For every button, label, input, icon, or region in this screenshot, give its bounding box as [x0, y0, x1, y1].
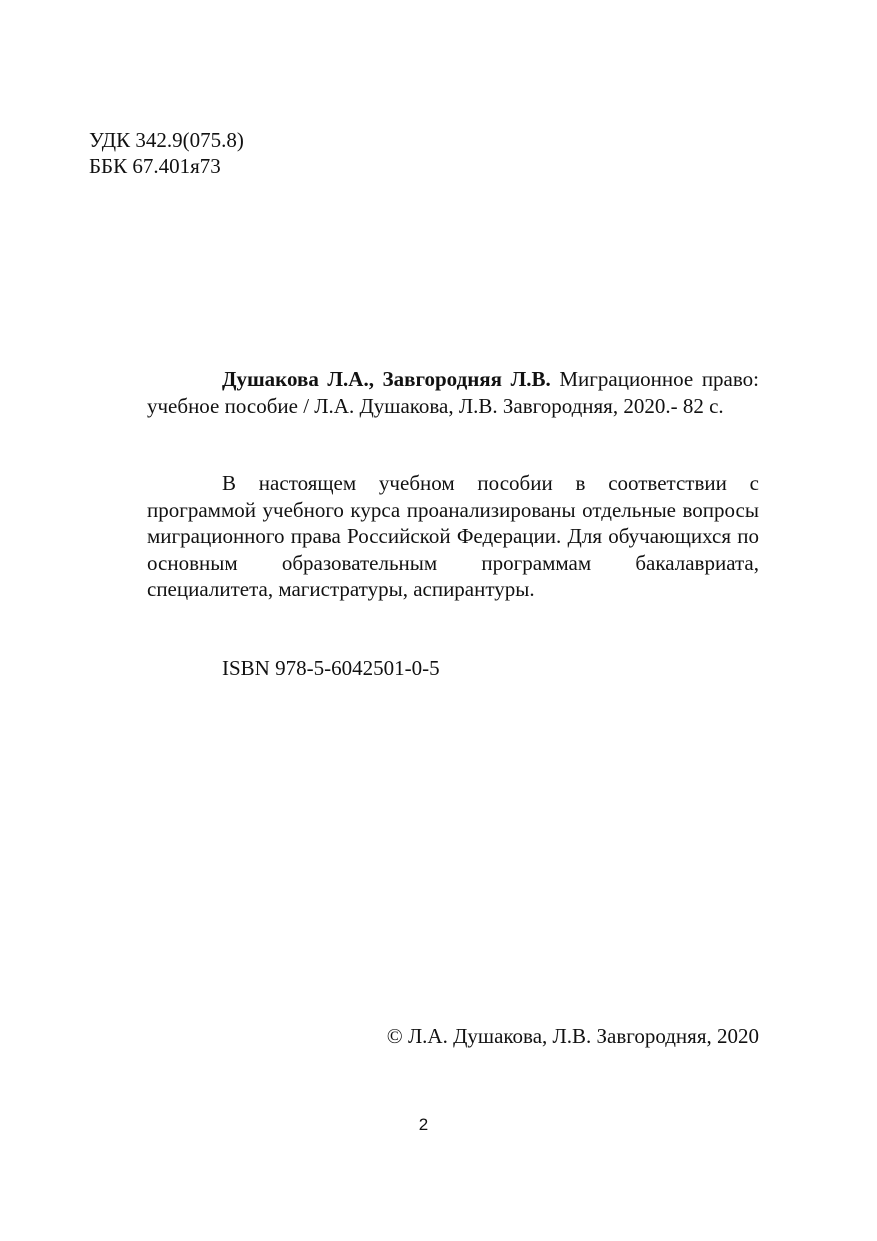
citation-text: Миграционное право: учебное пособие / Л.А. Душакова, Л.В. Завгородняя, 2020.- 82 с.: [147, 367, 759, 418]
annotation-text: В настоящем учебном пособии в соответствии с программой учебного курса проанализированы отдельные вопросы миграционного права Российской Федерации. Для обучающихся по основным образовательным программам бакалавриата, специалитета, магистратуры, аспирантуры.: [147, 471, 759, 601]
isbn-number: ISBN 978-5-6042501-0-5: [222, 656, 440, 680]
copyright-notice: © Л.А. Душакова, Л.В. Завгородняя, 2020: [386, 1024, 759, 1048]
classification-block: [89, 127, 244, 179]
citation-authors: Душакова Л.А., Завгородняя Л.В.: [222, 367, 551, 391]
page-number: 2: [418, 1115, 429, 1134]
annotation-paragraph: [147, 470, 759, 603]
bibliographic-citation: [147, 366, 759, 419]
bbk-code: ББК 67.401я73: [89, 154, 221, 178]
udk-code: УДК 342.9(075.8): [89, 128, 244, 152]
